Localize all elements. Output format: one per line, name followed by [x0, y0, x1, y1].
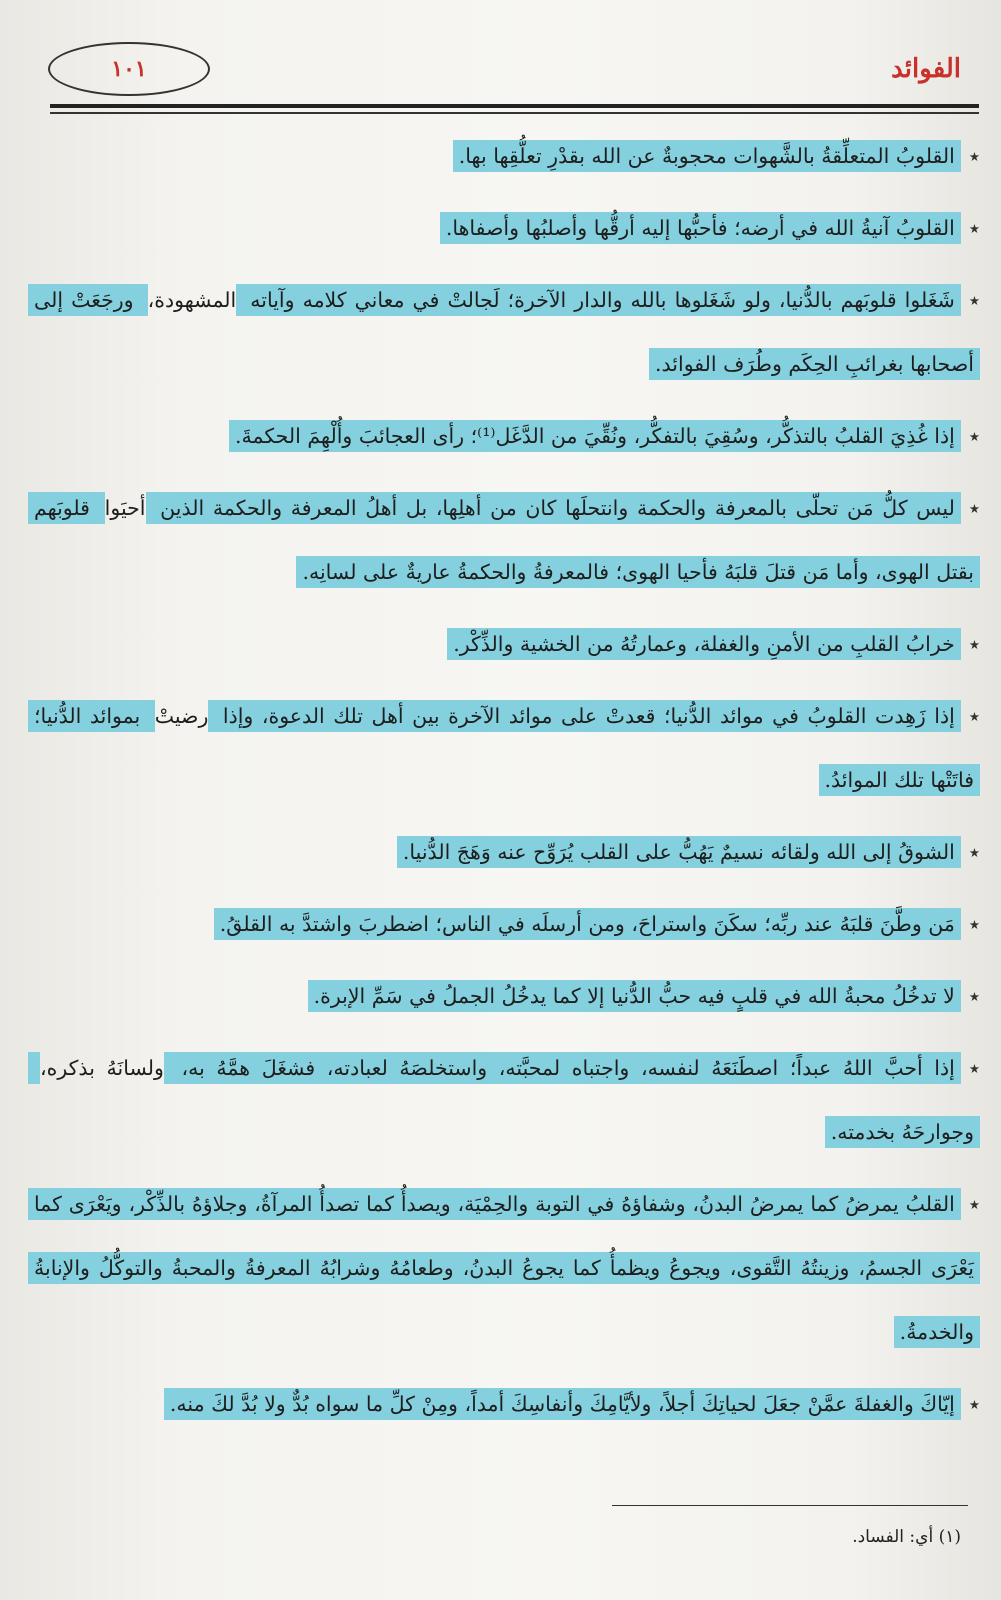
footnote: (١) أي: الفساد.	[852, 1527, 961, 1547]
paragraph	[28, 1372, 980, 1436]
plain-text: المشهودة،	[147, 288, 237, 312]
highlighted-text: قلوبَهم بقتل الهوى، وأما مَن قتلَ قلبَهُ فأحيا الهوى؛ فالمعرفةُ والحكمةُ عاريةٌ على لسانِه.	[28, 492, 980, 588]
paragraph	[28, 404, 980, 468]
highlighted-text: ورجَعَتْ إلى أصحابها بغرائبِ الحِكَم وطُرَف الفوائد.	[28, 284, 980, 380]
asterisk-bullet-icon: ٭	[968, 1392, 980, 1416]
paragraph	[28, 820, 980, 884]
running-header-title: الفوائد	[891, 54, 961, 84]
highlighted-text: مَن وطَّنَ قلبَهُ عند ربِّه؛ سكَنَ واستراحَ، ومن أرسلَه في الناس؛ اضطربَ واشتدَّ به القلقُ.	[214, 908, 961, 940]
footnote-separator	[612, 1505, 968, 1506]
asterisk-bullet-icon: ٭	[968, 632, 980, 656]
highlighted-text: القلبُ يمرضُ كما يمرضُ البدنُ، وشفاؤهُ في التوبة والحِمْيَة، ويصدأُ كما تصدأُ المرآةُ، وجلاؤهُ بالذِّكْر، ويَعْرَى كما يَعْرَى الجسمُ، وزينتُهُ التَّقوى، ويجوعُ ويظمأُ كما يجوعُ البدنُ، وطعامُهُ وشرابُهُ المعرفةُ والمحبةُ والتوكُّلُ والإنابةُ والخدمةُ.	[28, 1188, 980, 1348]
page-number-oval	[48, 42, 210, 96]
asterisk-bullet-icon: ٭	[968, 424, 980, 448]
asterisk-bullet-icon: ٭	[968, 1056, 980, 1080]
asterisk-bullet-icon: ٭	[968, 912, 980, 936]
page-body	[28, 124, 980, 1444]
highlighted-text: لا تدخُلُ محبةُ الله في قلبٍ فيه حبُّ الدُّنيا إلا كما يدخُلُ الجملُ في سَمِّ الإبرة.	[308, 980, 961, 1012]
paragraph	[28, 892, 980, 956]
asterisk-bullet-icon: ٭	[968, 840, 980, 864]
paragraph	[28, 964, 980, 1028]
highlighted-text: ليس كلُّ مَن تحلّى بالمعرفة والحكمة وانتحلَها كان من أهلِها، بل أهلُ المعرفة والحكمة الذين	[146, 492, 961, 524]
highlighted-text: وجوارحَهُ بخدمته.	[28, 1052, 980, 1148]
asterisk-bullet-icon: ٭	[968, 216, 980, 240]
asterisk-bullet-icon: ٭	[968, 1192, 980, 1216]
paragraph	[28, 612, 980, 676]
highlighted-text: القلوبُ المتعلِّقةُ بالشَّهوات محجوبةٌ عن الله بقدْرِ تعلُّقِها بها.	[453, 140, 961, 172]
header-rule-thin	[50, 112, 979, 114]
paragraph	[28, 1172, 980, 1364]
plain-text: أحيَوا	[104, 496, 146, 520]
page-number: ١٠١	[111, 56, 147, 82]
asterisk-bullet-icon: ٭	[968, 144, 980, 168]
paragraph	[28, 476, 980, 604]
highlighted-text: إيّاكَ والغفلةَ عمَّنْ جعَلَ لحياتِكَ أجلاً، ولأيَّامِكَ وأنفاسِكَ أمداً، ومِنْ كلِّ ما سواه بُدٌّ ولا بُدَّ لكَ منه.	[164, 1388, 961, 1420]
highlighted-text: القلوبُ آنيةُ الله في أرضه؛ فأحبُّها إليه أرقُّها وأصلبُها وأصفاها.	[440, 212, 961, 244]
plain-text: رضيتْ	[154, 704, 209, 728]
asterisk-bullet-icon: ٭	[968, 704, 981, 728]
asterisk-bullet-icon: ٭	[968, 984, 980, 1008]
asterisk-bullet-icon: ٭	[968, 288, 980, 312]
highlighted-text: شَغَلوا قلوبَهم بالدُّنيا، ولو شَغَلوها بالله والدار الآخرة؛ لَجالتْ في معاني كلامه وآياته	[236, 284, 961, 316]
paragraph	[28, 196, 980, 260]
highlighted-text: الشوقُ إلى الله ولقائه نسيمٌ يَهُبُّ على القلب يُرَوِّح عنه وَهَجَ الدُّنيا.	[397, 836, 961, 868]
highlighted-text: بموائد الدُّنيا؛ فاتَتْها تلك الموائدُ.	[28, 700, 980, 796]
highlighted-text: خرابُ القلبِ من الأمنِ والغفلة، وعمارتُهُ من الخشية والذِّكْر.	[447, 628, 961, 660]
asterisk-bullet-icon: ٭	[968, 496, 980, 520]
paragraph	[28, 124, 980, 188]
paragraph	[28, 268, 980, 396]
highlighted-text: إذا غُذِيَ القلبُ بالتذكُّر، وسُقِيَ بالتفكُّر، ونُقِّيَ من الدَّغَل⁽¹⁾؛ رأى العجائبَ وأُلْهِمَ الحكمةَ.	[229, 420, 961, 452]
paragraph	[28, 684, 980, 812]
highlighted-text: إذا أحبَّ اللهُ عبداً؛ اصطَنَعَهُ لنفسه، واجتباه لمحبَّته، واستخلصَهُ لعبادته، فشغَلَ همَّهُ به،	[164, 1052, 961, 1084]
plain-text: ولسانَهُ بذكره،	[40, 1056, 164, 1080]
header-rule-thick	[50, 104, 979, 108]
highlighted-text: إذا زَهِدت القلوبُ في موائد الدُّنيا؛ قعدتْ على موائد الآخرة بين أهل تلك الدعوة، وإذا	[208, 700, 960, 732]
paragraph	[28, 1036, 980, 1164]
